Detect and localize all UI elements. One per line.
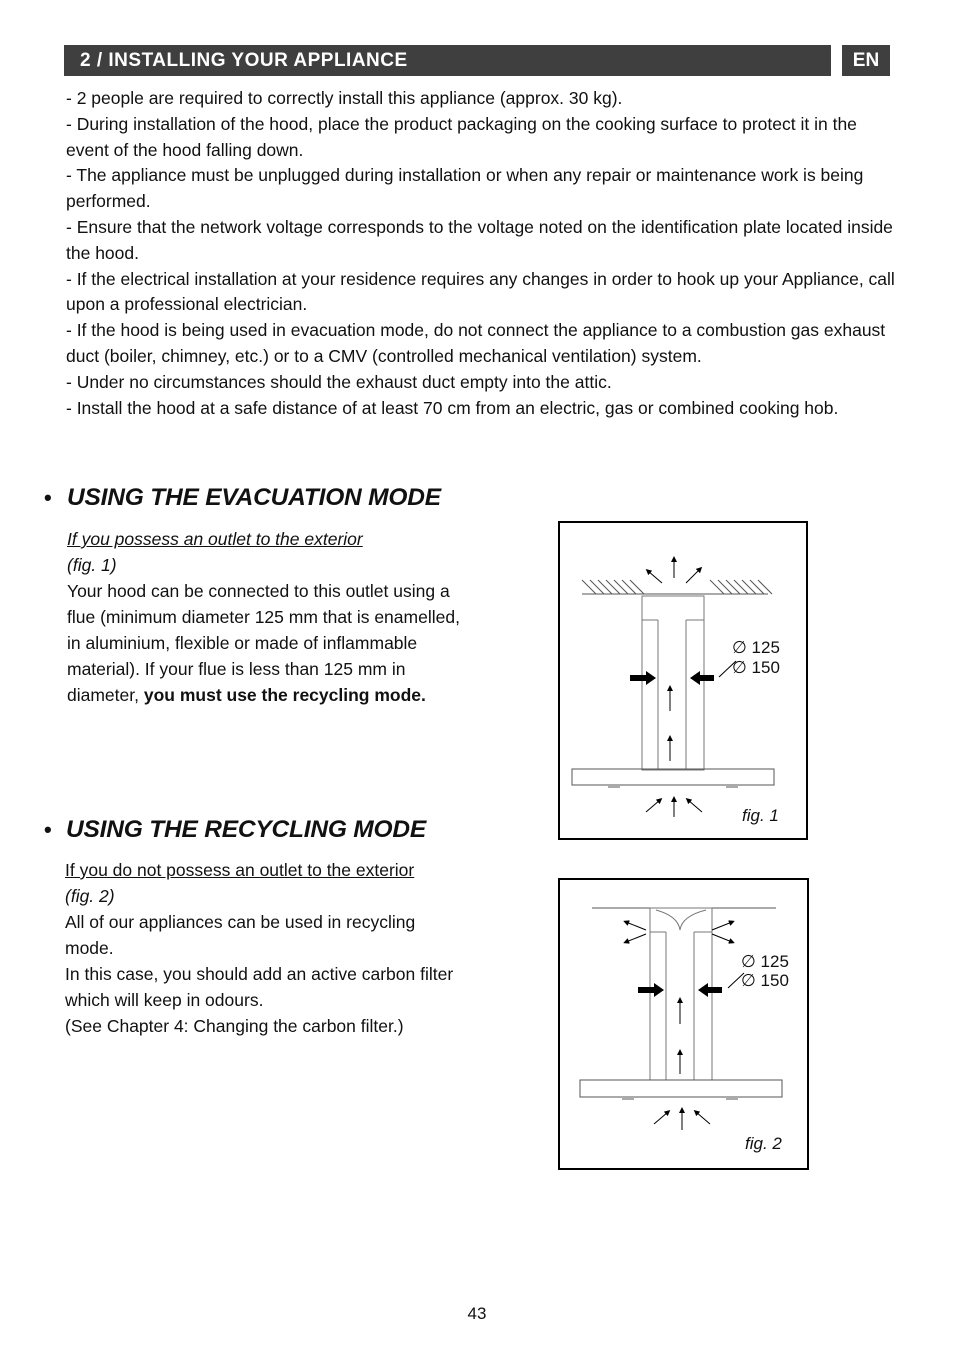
recycling-text [65, 857, 465, 1039]
evacuation-emphasis: you must use the recycling mode. [143, 685, 426, 705]
intro-item: - During installation of the hood, place the product packaging on the cooking surface to protect it in the event of the hood falling down. [66, 113, 857, 160]
diameter-125-label: ∅ 125 [741, 952, 789, 971]
recycling-line: All of our appliances can be used in recycling mode. [65, 912, 416, 958]
evacuation-text [67, 526, 467, 708]
duct [650, 908, 712, 1080]
recycling-fig-ref: (fig. 2) [65, 886, 115, 906]
intro-item: - Ensure that the network voltage corresponds to the voltage noted on the identification plate located inside the hood. [66, 216, 893, 263]
intro-item: - Install the hood at a safe distance of at least 70 cm from an electric, gas or combined cooking hob. [66, 397, 839, 418]
intro-item: - If the hood is being used in evacuation mode, do not connect the appliance to a combustion gas exhaust duct (boiler, chimney, etc.) or to a CMV (controlled mechanical ventilation) system. [66, 320, 886, 366]
section-header: 2 / INSTALLING YOUR APPLIANCE [64, 45, 831, 76]
diameter-150-label: ∅ 150 [732, 658, 780, 677]
recycling-diagram [560, 880, 807, 1168]
ceiling-hatch [582, 580, 772, 594]
duct [642, 596, 704, 770]
intro-item: - The appliance must be unplugged during installation or when any repair or maintenance work is being performed. [66, 165, 864, 212]
language-badge: EN [842, 45, 890, 76]
airflow-arrows [626, 922, 732, 1130]
evacuation-condition: If you possess an outlet to the exterior [67, 529, 363, 549]
bullet-marker: • [44, 485, 52, 510]
diameter-150-label: ∅ 150 [741, 971, 789, 990]
diameter-125-label: ∅ 125 [732, 638, 780, 657]
recycling-title: USING THE RECYCLING MODE [66, 816, 426, 843]
intro-item: - Under no circumstances should the exhaust duct empty into the attic. [66, 371, 612, 392]
hood-canopy [572, 769, 774, 787]
wall-arrows [638, 983, 722, 997]
figure-1 [558, 521, 808, 840]
figure-2 [558, 878, 809, 1170]
recycling-condition: If you do not possess an outlet to the exterior [65, 860, 415, 880]
evacuation-body [67, 578, 467, 708]
evacuation-body-text: Your hood can be connected to this outlet using a flue (minimum diameter 125 mm that is enamelled, in aluminium, flexible or made of inflammable material). If your flue is less than 125 mm in diameter, [67, 581, 460, 705]
evacuation-diagram [560, 523, 806, 838]
evacuation-fig-ref: (fig. 1) [67, 555, 117, 575]
intro-item: - If the electrical installation at your residence requires any changes in order to hook up your Appliance, call upon a professional electrician. [66, 268, 895, 315]
hood-canopy [580, 1080, 782, 1099]
recycling-line: (See Chapter 4: Changing the carbon filter.) [65, 1016, 404, 1036]
fig1-caption: fig. 1 [742, 806, 779, 825]
wall-arrows [630, 671, 714, 685]
bullet-marker: • [44, 817, 52, 842]
fig2-caption: fig. 2 [745, 1134, 782, 1153]
page-number: 43 [467, 1304, 487, 1323]
intro-item: - 2 people are required to correctly install this appliance (approx. 30 kg). [66, 88, 623, 108]
recycling-line: In this case, you should add an active carbon filter which will keep in odours. [65, 964, 454, 1010]
evacuation-title: USING THE EVACUATION MODE [67, 484, 441, 511]
airflow-arrows [646, 559, 702, 817]
intro-list [66, 86, 896, 421]
